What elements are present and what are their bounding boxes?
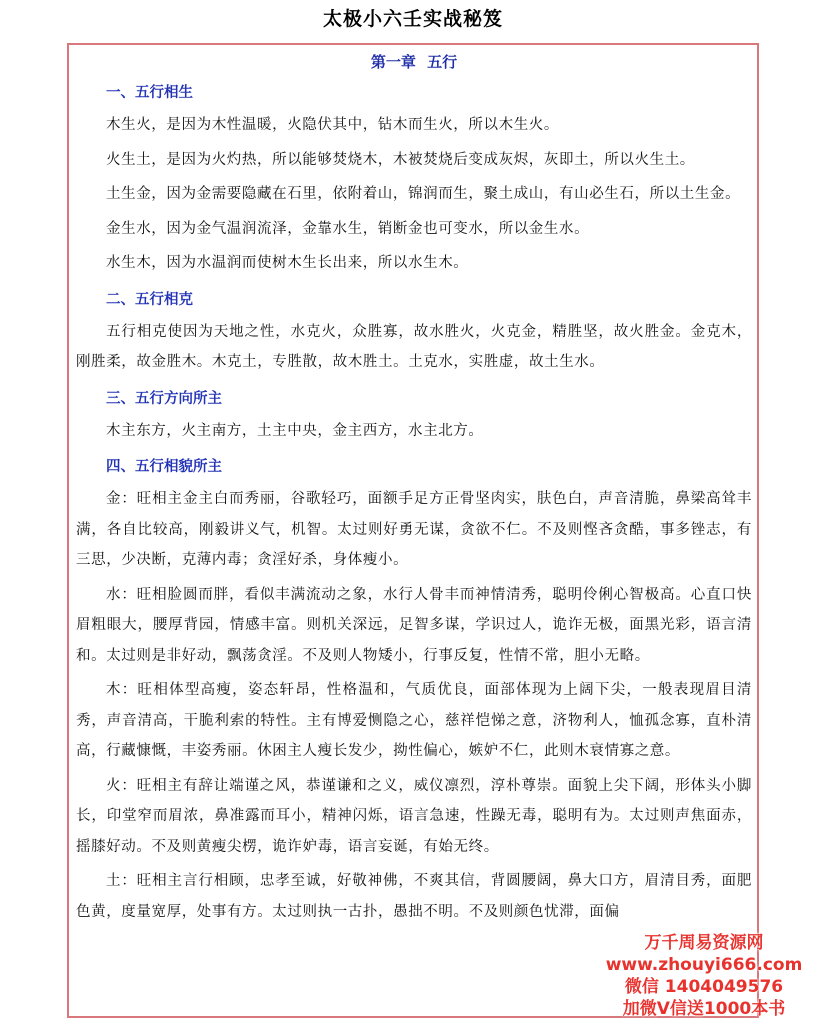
- section-heading: 三、五行方向所主: [106, 390, 222, 407]
- content-frame: [67, 43, 759, 1018]
- chapter-title: 第一章 五行: [370, 53, 458, 71]
- paragraph: 土：旺相主言行相顾，忠孝至诚，好敬神佛，不爽其信，背圆腰阔，鼻大口方，眉清目秀，面肥色黄，度量宽厚，处事有方。太过则执一古扑，愚拙不明。不及则颜色忧滞，面偏: [76, 873, 752, 920]
- document-title: 太极小六壬实战秘笈: [322, 8, 503, 30]
- paragraph: 水：旺相脸圆而胖，看似丰满流动之象，水行人骨丰而神情清秀，聪明伶俐心智极高。心直口快眉粗眼大，腰厚背园，情感丰富。则机关深远，足智多谋，学识过人，诡诈无极，面黑光彩，语言清和。太过则是非好动，飘荡贪淫。不及则人物矮小，行事反复，性情不常，胆小无略。: [76, 586, 752, 664]
- paragraph: 金：旺相主金主白而秀丽，谷歌轻巧，面额手足方正骨坚肉实，肤色白，声音清脆，鼻梁高耸丰满，各自比较高，刚毅讲义气，机智。太过则好勇无谋，贪欲不仁。不及则悭吝贪酷，事多锉志，有三思，少决断，克薄内毒；贪淫好杀，身体瘦小。: [76, 491, 752, 568]
- watermark-site-name: 万千周易资源网: [644, 933, 764, 953]
- section-heading: 二、五行相克: [106, 291, 193, 308]
- section-wuxing-xiangsheng: [76, 78, 752, 279]
- paragraph: 水生木，因为水温润而使树木生长出来，所以水生木。: [106, 255, 469, 271]
- watermark-promo: 加微V信送1000本书: [622, 999, 786, 1019]
- document-body: [76, 45, 752, 931]
- paragraph: 五行相克使因为天地之性，水克火，众胜寡，故水胜火，火克金，精胜坚，故火胜金。金克木，刚胜柔，故金胜木。木克土，专胜散，故木胜土。土克水，实胜虚，故土生水。: [76, 323, 752, 370]
- paragraph: 金生水，因为金气温润流泽，金靠水生，销断金也可变水，所以金生水。: [106, 220, 590, 237]
- section-heading: 四、五行相貌所主: [106, 459, 222, 475]
- section-heading: 一、五行相生: [106, 85, 193, 101]
- paragraph: 木：旺相体型高瘦，姿态轩昂，性格温和，气质优良，面部体现为上阔下尖，一般表现眉目清秀，声音清高，干脆利索的特性。主有博爱恻隐之心，慈祥恺悌之意，济物利人，恤孤念寡，直朴清高，行藏慷慨，丰姿秀丽。休困主人瘦长发少，拗性偏心，嫉妒不仁，此则木衰情寡之意。: [76, 682, 752, 759]
- section-wuxing-xiangmao: [76, 452, 752, 927]
- section-wuxing-xiangke: [76, 285, 752, 378]
- paragraph: 火：旺相主有辞让端谨之风，恭谨谦和之义，威仪凛烈，淳朴尊崇。面貌上尖下阔，形体头小脚长，印堂窄而眉浓，鼻准露而耳小，精神闪烁，语言急速，性躁无毒，聪明有为。太过则声焦面赤，摇膝好动。不及则黄瘦尖楞，诡诈妒毒，语言妄诞，有始无终。: [76, 777, 752, 855]
- paragraph: 木主东方，火主南方，土主中央，金主西方，水主北方。: [106, 422, 484, 439]
- paragraph: 木生火，是因为木性温暖，火隐伏其中，钻木而生火，所以木生火。: [106, 117, 559, 133]
- paragraph: 火生土，是因为火灼热，所以能够焚烧木，木被焚烧后变成灰烬，灰即土，所以火生土。: [106, 151, 695, 168]
- watermark-wechat: 微信 1404049576: [624, 977, 784, 997]
- section-wuxing-fangxiang: [76, 384, 752, 447]
- paragraph: 土生金，因为金需要隐藏在石里，依附着山，锦润而生，聚土成山，有山必生石，所以土生金。: [106, 186, 741, 202]
- watermark-url: www.zhouyi666.com: [605, 955, 803, 975]
